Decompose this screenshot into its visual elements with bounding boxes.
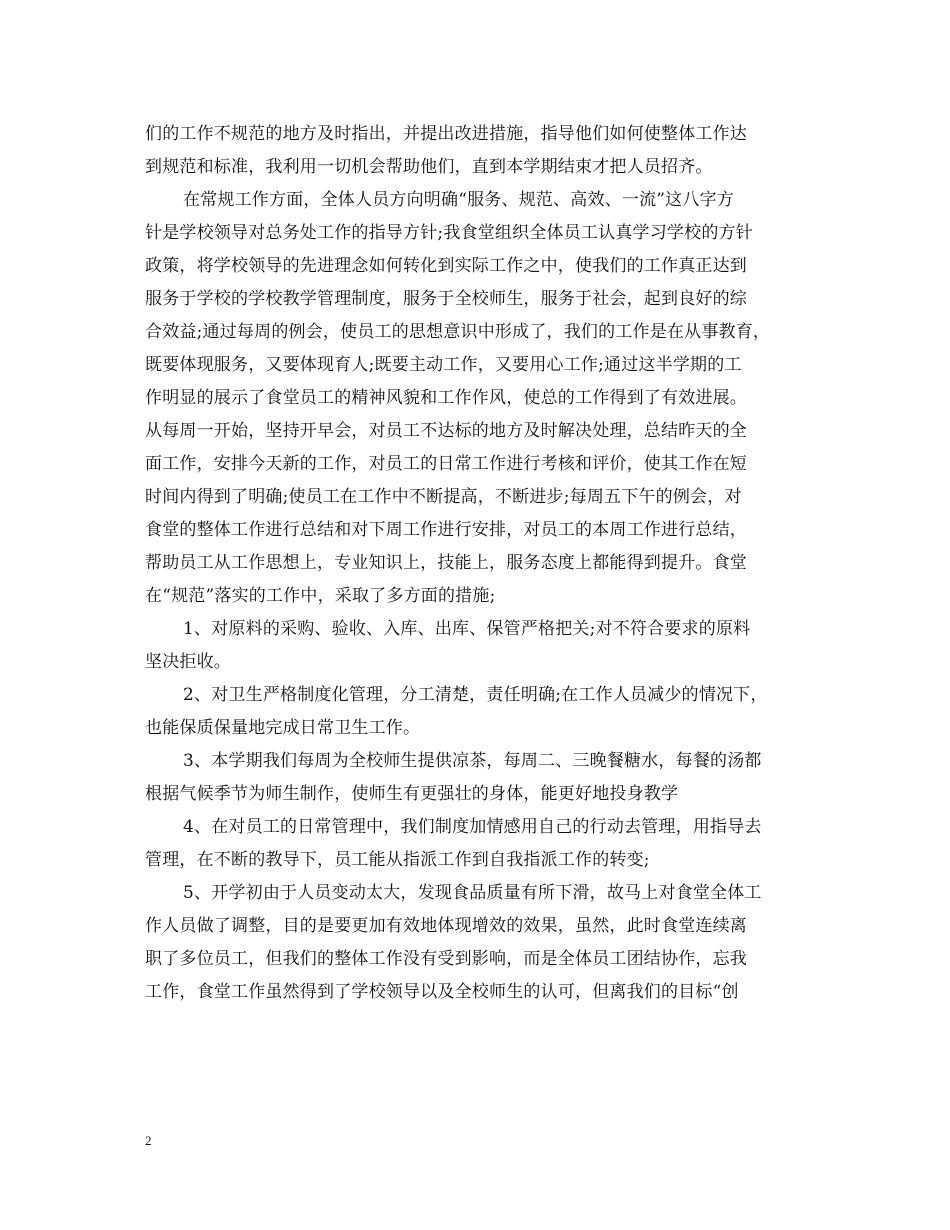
text-line: 也能保质保量地完成日常卫生工作。 (145, 718, 421, 738)
text-line: 5、开学初由于人员变动太大，发现食品质量有所下滑，故马上对食堂全体工 (183, 883, 762, 903)
page-number: 2 (145, 1133, 152, 1148)
text-line: 帮助员工从工作思想上，专业知识上，技能上，服务态度上都能得到提升。食堂 (145, 553, 747, 573)
text-line: 4、在对员工的日常管理中，我们制度加情感用自己的行动去管理，用指导去 (183, 817, 762, 837)
text-line: 合效益;通过每周的例会，使员工的思想意识中形成了，我们的工作是在从事教育， (145, 322, 771, 342)
text-line: 在常规工作方面，全体人员方向明确“服务、规范、高效、一流”这八字方 (183, 190, 734, 210)
text-line: 到规范和标准，我利用一切机会帮助他们，直到本学期结束才把人员招齐。 (145, 157, 713, 177)
text-line: 作人员做了调整，目的是要更加有效地体现增效的效果，虽然，此时食堂连续离 (145, 916, 747, 936)
text-line: 针是学校领导对总务处工作的指导方针;我食堂组织全体员工认真学习学校的方针 (145, 223, 753, 243)
text-line: 管理，在不断的教导下，员工能从指派工作到自我指派工作的转变; (145, 850, 650, 870)
text-line: 服务于学校的学校教学管理制度，服务于全校师生，服务于社会，起到良好的综 (145, 289, 747, 309)
text-line: 政策，将学校领导的先进理念如何转化到实际工作之中，使我们的工作真正达到 (145, 256, 747, 276)
text-line: 在“规范”落实的工作中，采取了多方面的措施; (145, 586, 496, 606)
text-line: 工作，食堂工作虽然得到了学校领导以及全校师生的认可，但离我们的目标“创 (145, 982, 739, 1002)
text-line: 职了多位员工，但我们的整体工作没有受到影响，而是全体员工团结协作，忘我 (145, 949, 747, 969)
text-line: 1、对原料的采购、验收、入库、出库、保管严格把关;对不符合要求的原料 (183, 619, 751, 639)
text-line: 作明显的展示了食堂员工的精神风貌和工作作风，使总的工作得到了有效进展。 (145, 388, 747, 408)
document-body (145, 118, 825, 1009)
text-line: 坚决拒收。 (145, 652, 231, 672)
text-line: 从每周一开始，坚持开早会，对员工不达标的地方及时解决处理，总结昨天的全 (145, 421, 747, 441)
text-line: 既要体现服务，又要体现育人;既要主动工作，又要用心工作;通过这半学期的工 (145, 355, 742, 375)
text-line: 面工作，安排今天新的工作，对员工的日常工作进行考核和评价，使其工作在短 (145, 454, 747, 474)
text-line: 3、本学期我们每周为全校师生提供凉茶，每周二、三晚餐糖水，每餐的汤都 (183, 751, 762, 771)
text-line: 时间内得到了明确;使员工在工作中不断提高，不断进步;每周五下午的例会，对 (145, 487, 742, 507)
text-line: 食堂的整体工作进行总结和对下周工作进行安排，对员工的本周工作进行总结， (145, 520, 747, 540)
text-line: 2、对卫生严格制度化管理，分工清楚，责任明确;在工作人员减少的情况下， (183, 685, 768, 705)
text-line: 们的工作不规范的地方及时指出，并提出改进措施，指导他们如何使整体工作达 (145, 124, 747, 144)
text-line: 根据气候季节为师生制作，使师生有更强壮的身体，能更好地投身教学 (145, 784, 679, 804)
